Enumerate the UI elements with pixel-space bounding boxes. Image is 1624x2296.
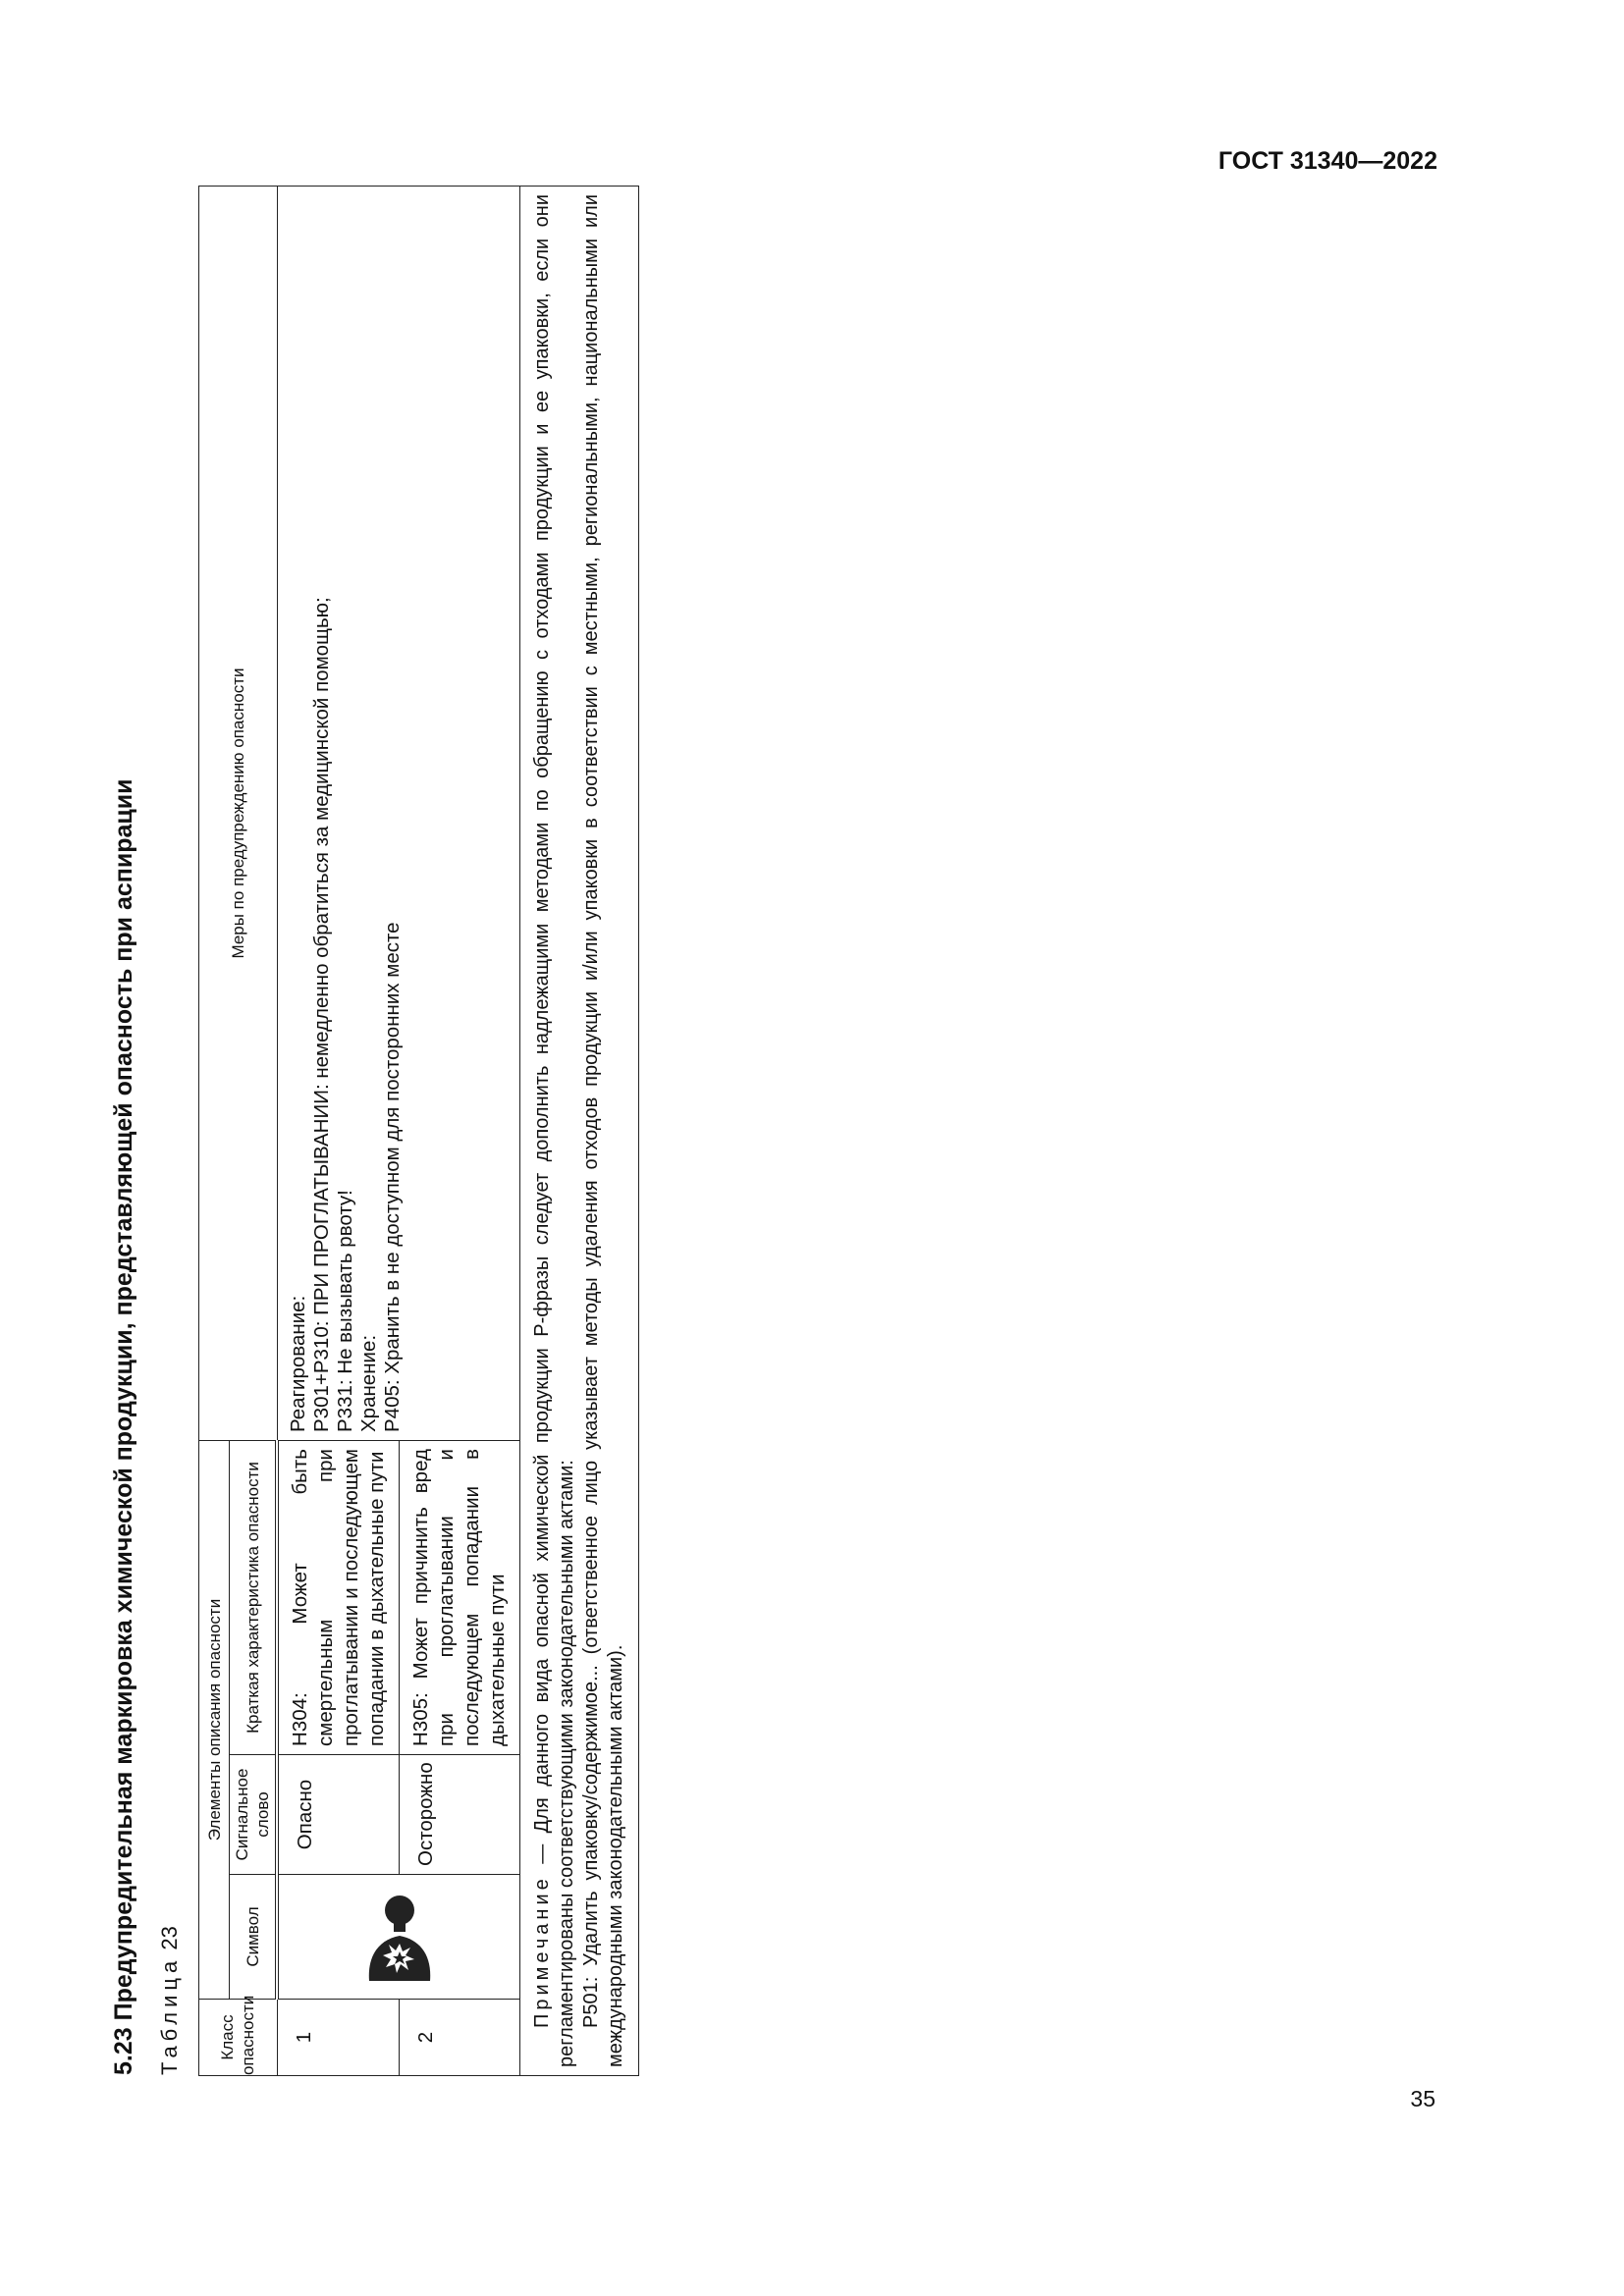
table-caption <box>157 1926 183 2075</box>
header-precautions: Меры по предупреждению опасности <box>199 187 278 1441</box>
health-hazard-icon <box>346 1879 454 1995</box>
section-title: 5.23 Предупредительная маркировка химической продукции, представляющей опасность при аспирации <box>110 778 137 2075</box>
hazard-class-cell: 1 <box>277 2000 400 2076</box>
header-symbol: Символ <box>230 1875 278 2000</box>
note-paragraph <box>530 194 579 2067</box>
hazard-class-cell: 2 <box>400 2000 520 2076</box>
symbol-cell <box>277 1875 520 2000</box>
document-code: ГОСТ 31340—2022 <box>1218 147 1437 175</box>
note-text: — Для данного вида опасной химической продукции Р-фразы следует дополнить надлежащими методами по обращению с отходами продукции и ее упаковки, если они регламентированы соответствующими законодательными актами: <box>531 194 577 2067</box>
precautions-cell <box>277 187 520 1441</box>
table-row <box>277 187 400 2076</box>
rotated-page-content <box>108 116 835 2079</box>
page-number: 35 <box>1410 2086 1435 2111</box>
header-short-description: Краткая характеристика опасности <box>230 1441 278 1755</box>
precaution-line: P301+P310: ПРИ ПРОГЛАТЫВАНИИ: немедленно обратиться за медицинской помощью; <box>309 597 333 1432</box>
precaution-line: Хранение: <box>356 1334 380 1432</box>
precaution-line: P405: Хранить в не доступном для посторонних месте <box>380 922 404 1432</box>
short-description-cell: H305: Может причинить вред при проглатывании и последующем попадании в дыхательные пути <box>400 1441 520 1755</box>
hazard-table <box>198 186 639 2076</box>
short-description-cell: H304: Может быть смертельным при проглатывании и последующем попадании в дыхательные пути <box>277 1441 400 1755</box>
table-note-row <box>520 187 639 2076</box>
header-signal-word: Сигнальное слово <box>230 1755 278 1875</box>
table-note-cell <box>520 187 639 2076</box>
note-label: Примечание <box>531 1875 553 2028</box>
precaution-line: P331: Не вызывать рвоту! <box>333 1190 356 1432</box>
precaution-line: Реагирование: <box>286 1295 309 1432</box>
header-elements-group: Элементы описания опасности <box>199 1441 230 2000</box>
signal-word-cell: Опасно <box>277 1755 400 1875</box>
header-hazard-class: Класс опасности <box>199 2000 278 2076</box>
table-caption-number: 23 <box>157 1926 182 1950</box>
table-caption-label: Таблица <box>157 1955 182 2075</box>
note-p501: Р501: Удалить упаковку/содержимое... (ответственное лицо указывает методы удаления отходов продукции и/или упаковки в соответствии с местными, региональными, национальными или международными законодательными актами). <box>580 194 626 2067</box>
signal-word-cell: Осторожно <box>400 1755 520 1875</box>
